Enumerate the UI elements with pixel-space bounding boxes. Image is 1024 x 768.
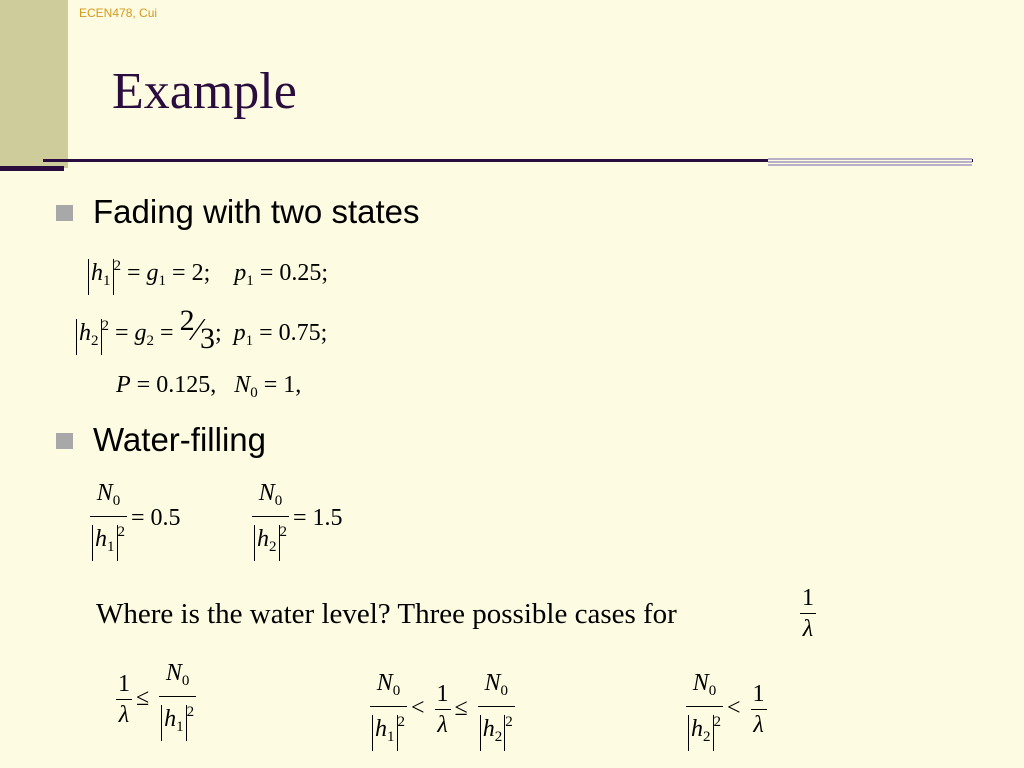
ratio-1: $\frac{N_0}{h_1^2}$ = 0.5 [86,478,181,561]
sidebar-block [0,0,68,168]
bullet-square-icon [56,205,73,221]
power-value: 0.125 [156,372,211,398]
bullet-square-icon [56,433,73,449]
g2-numerator: 2 [179,304,195,337]
equation-state1: $h_1^2 = g_1 = 2$; $p_1 = 0.25$; [88,258,328,295]
rule-tick [0,166,64,171]
ratio-2: $\frac{N_0}{h_2^2}$ = 1.5 [248,478,343,561]
equation-state2: $h_2^2 = g_2$ = 2⁄3; $p_1 = 0.75$; [76,304,327,356]
bullet-text: Fading with two states [93,193,420,230]
question-label: Where is the water level? Three possible cases for [96,598,677,630]
bullet-text: Water-filling [93,421,266,458]
case-1: $\frac{1}{\lambda}$ ≤ $\frac{N_0}{h_1^2}$ [112,658,200,741]
case-2: $\frac{N_0}{h_1^2}$ < $\frac{1}{\lambda}$ ≤ $\frac{N_0}{h_2^2}$ [366,668,519,751]
p2-value: 0.75 [278,320,321,346]
one-over-lambda: $\frac{1}{\lambda}$ [802,585,814,642]
ratio-1-value: 0.5 [150,505,181,532]
question-text [96,598,677,631]
equation-params: P = 0.125, $N_0 = 1$, [116,372,302,401]
ratio-2-value: 1.5 [312,505,343,532]
slide-title: Example [112,63,297,120]
rule-accent [768,158,972,166]
g1-value: 2 [191,260,204,286]
g2-denominator: 3 [199,322,215,355]
header-label: ECEN478, Cui [79,6,158,20]
case-3: $\frac{N_0}{h_2^2}$ < $\frac{1}{\lambda}$ [682,668,771,751]
p1-value: 0.25 [279,260,322,286]
n0-value: 1 [283,372,296,398]
